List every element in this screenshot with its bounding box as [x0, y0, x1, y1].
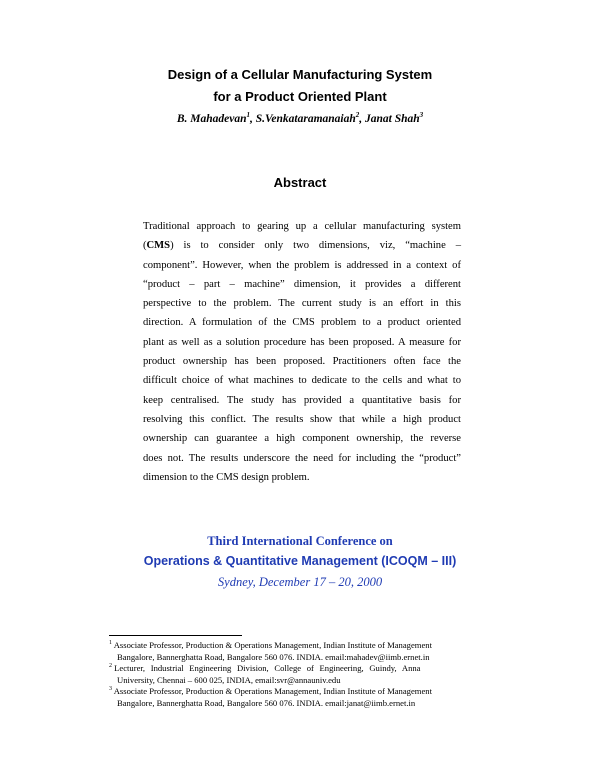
abstract-line: plant as well as a solution procedure has been proposed. A measure for [143, 336, 461, 348]
footnote-rule [109, 635, 242, 636]
abstract-line: difficult choice of what machines to dedicate to the cells and what to [143, 375, 461, 387]
abstract-line: “product – part – machine” dimension, it provides a different [143, 278, 461, 290]
footnote-mark: 3 [109, 686, 112, 692]
author-name: Janat Shah [365, 113, 420, 125]
author-affiliation-mark: 3 [419, 111, 424, 119]
footnote-line [109, 640, 492, 652]
abstract-cms-term: CMS [146, 240, 171, 252]
abstract-line: product ownership has been proposed. Practitioners often face the [143, 356, 461, 368]
paper-title-line-1: Design of a Cellular Manufacturing System [167, 67, 433, 82]
conference-location-date: Sydney, December 17 – 20, 2000 [217, 575, 383, 589]
footnote-mark: 2 [109, 663, 112, 669]
author-affiliation-mark: 1 [246, 111, 250, 119]
abstract-line [143, 236, 461, 255]
abstract-line: direction. A formulation of the CMS problem to a product oriented [143, 317, 461, 329]
footnote-line: Bangalore, Bannerghatta Road, Bangalore 560 076. INDIA. email:mahadev@iimb.ernet.in [117, 651, 430, 662]
author-affiliation-mark: 2 [355, 111, 360, 119]
abstract-heading: Abstract [273, 175, 327, 190]
conference-name-line-2: Operations & Quantitative Management (ICOQM – III) [143, 554, 457, 568]
footnotes [109, 640, 492, 709]
footnote-line [109, 663, 492, 675]
footnote-text: Associate Professor, Production & Operations Management, Indian Institute of Management [113, 640, 432, 650]
abstract-body [143, 217, 461, 487]
footnote-line: Bangalore, Bannerghatta Road, Bangalore 560 076. INDIA. email:janat@iimb.ernet.in [117, 697, 416, 708]
footnote-mark: 1 [109, 640, 112, 646]
paper-title-line-2: for a Product Oriented Plant [213, 89, 387, 104]
abstract-line: ownership can guarantee a high component ownership, the reverse [143, 433, 461, 445]
author-name: S.Venkataramanaiah [255, 113, 356, 125]
footnote [109, 686, 492, 709]
abstract-line: does not. The results underscore the need for including the “product” [143, 452, 461, 464]
footnote-text: Lecturer, Industrial Engineering Division, College of Engineering, Guindy, Anna [114, 663, 421, 673]
footnote-line [109, 686, 492, 698]
abstract-line-suffix: ) [170, 240, 184, 252]
author-name: B. Mahadevan [176, 113, 247, 125]
footnote-text: Associate Professor, Production & Operations Management, Indian Institute of Management [113, 686, 432, 696]
abstract-line: perspective to the problem. The current study is an effort in this [143, 298, 461, 310]
abstract-line: component”. However, when the problem is addressed in a context of [143, 259, 461, 271]
author-separator: , [249, 113, 256, 125]
abstract-line: resolving this conflict. The results show that while a high product [143, 413, 461, 425]
abstract-line-prefix: ( [143, 240, 147, 252]
conference-name-line-1: Third International Conference on [207, 534, 393, 548]
footnote [109, 663, 492, 686]
abstract-line-rest: is to consider only two dimensions, viz, “machine – [183, 240, 461, 252]
abstract-line: dimension to the CMS design problem. [143, 471, 310, 483]
abstract-line: keep centralised. The study has provided a quantitative basis for [143, 394, 461, 406]
author-separator: , [359, 113, 366, 125]
footnote-line: University, Chennai – 600 025, INDIA, email:svr@annauniv.edu [117, 674, 341, 685]
author-list [0, 111, 600, 127]
abstract-line: Traditional approach to gearing up a cellular manufacturing system [143, 221, 461, 232]
footnote [109, 640, 492, 663]
